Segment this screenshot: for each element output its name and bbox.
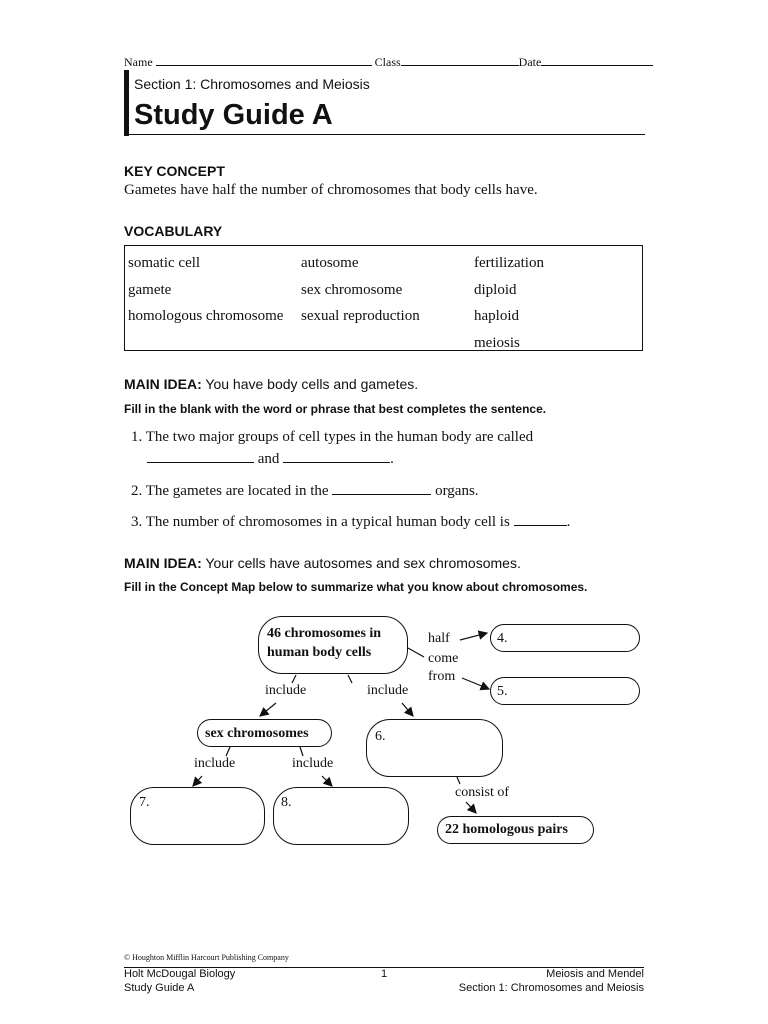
vocab-term: homologous chromosome [128, 308, 284, 324]
page-number: 1 [381, 968, 388, 980]
node-number: 4. [497, 631, 508, 646]
sex-chromosomes-label: sex chromosomes [205, 726, 309, 741]
vocab-term: autosome [301, 255, 359, 271]
main-idea-text: Your cells have autosomes and sex chromosomes. [205, 555, 521, 571]
question-text: . [390, 451, 394, 467]
answer-node-4[interactable] [490, 624, 640, 652]
section-subtitle: Section 1: Chromosomes and Meiosis [134, 76, 370, 92]
vocab-term: somatic cell [128, 255, 201, 271]
node-number: 8. [281, 795, 292, 810]
map-word-come: come [428, 651, 459, 666]
answer-node-6[interactable] [366, 719, 503, 777]
copyright: © Houghton Mifflin Harcourt Publishing Company [124, 953, 289, 962]
vocabulary-label: VOCABULARY [124, 223, 223, 239]
answer-node-7[interactable] [130, 787, 265, 845]
class-label: Class [374, 55, 401, 69]
node-number: 7. [139, 795, 150, 810]
key-concept-text: Gametes have half the number of chromosomes that body cells have. [124, 182, 538, 198]
instruction-2: Fill in the Concept Map below to summarize what you know about chromosomes. [124, 580, 588, 594]
map-word-consist-of: consist of [455, 785, 510, 800]
root-node-line-2: human body cells [267, 645, 372, 660]
root-node-line-1: 46 chromosomes in [267, 626, 382, 641]
vocab-term: haploid [474, 308, 519, 324]
answer-node-5[interactable] [490, 677, 640, 705]
footer-right-line-2: Section 1: Chromosomes and Meiosis [458, 982, 644, 994]
vocab-term: diploid [474, 281, 517, 298]
vocab-term: gamete [128, 281, 172, 298]
vocab-term: fertilization [474, 255, 544, 271]
footer-right-line-1: Meiosis and Mendel [546, 968, 644, 980]
question-text: organs. [435, 483, 479, 499]
question-number: 1. [131, 429, 143, 445]
name-label: Name [124, 55, 153, 69]
vocab-term: meiosis [474, 334, 520, 351]
key-concept-label: KEY CONCEPT [124, 163, 225, 179]
footer-left-line-1: Holt McDougal Biology [124, 968, 236, 980]
main-idea-label: MAIN IDEA: [124, 376, 202, 392]
question-text: The number of chromosomes in a typical human body cell is [145, 514, 510, 530]
date-label: Date [518, 55, 542, 69]
question-text: and [257, 451, 280, 467]
question-number: 3. [131, 514, 143, 530]
map-word-from: from [428, 669, 456, 684]
vocab-term: sex chromosome [301, 281, 403, 298]
node-number: 5. [497, 684, 508, 699]
question-text: The gametes are located in the [145, 483, 329, 499]
map-word-half: half [428, 631, 450, 646]
map-word-include: include [265, 683, 307, 698]
homologous-pairs-label: 22 homologous pairs [445, 822, 568, 837]
instruction-1: Fill in the blank with the word or phrase that best completes the sentence. [124, 402, 547, 416]
question-text: The two major groups of cell types in the human body are called [145, 429, 534, 445]
page-title: Study Guide A [134, 99, 333, 131]
node-number: 6. [375, 729, 386, 744]
map-word-include: include [367, 683, 409, 698]
answer-node-8[interactable] [273, 787, 409, 845]
main-idea-text: You have body cells and gametes. [205, 376, 419, 392]
vocab-term: sexual reproduction [301, 308, 420, 324]
question-number: 2. [131, 483, 143, 499]
map-word-include: include [194, 756, 236, 771]
footer-left-line-2: Study Guide A [124, 982, 195, 994]
question-text: . [566, 514, 571, 530]
map-word-include: include [292, 756, 334, 771]
main-idea-label: MAIN IDEA: [124, 555, 202, 571]
